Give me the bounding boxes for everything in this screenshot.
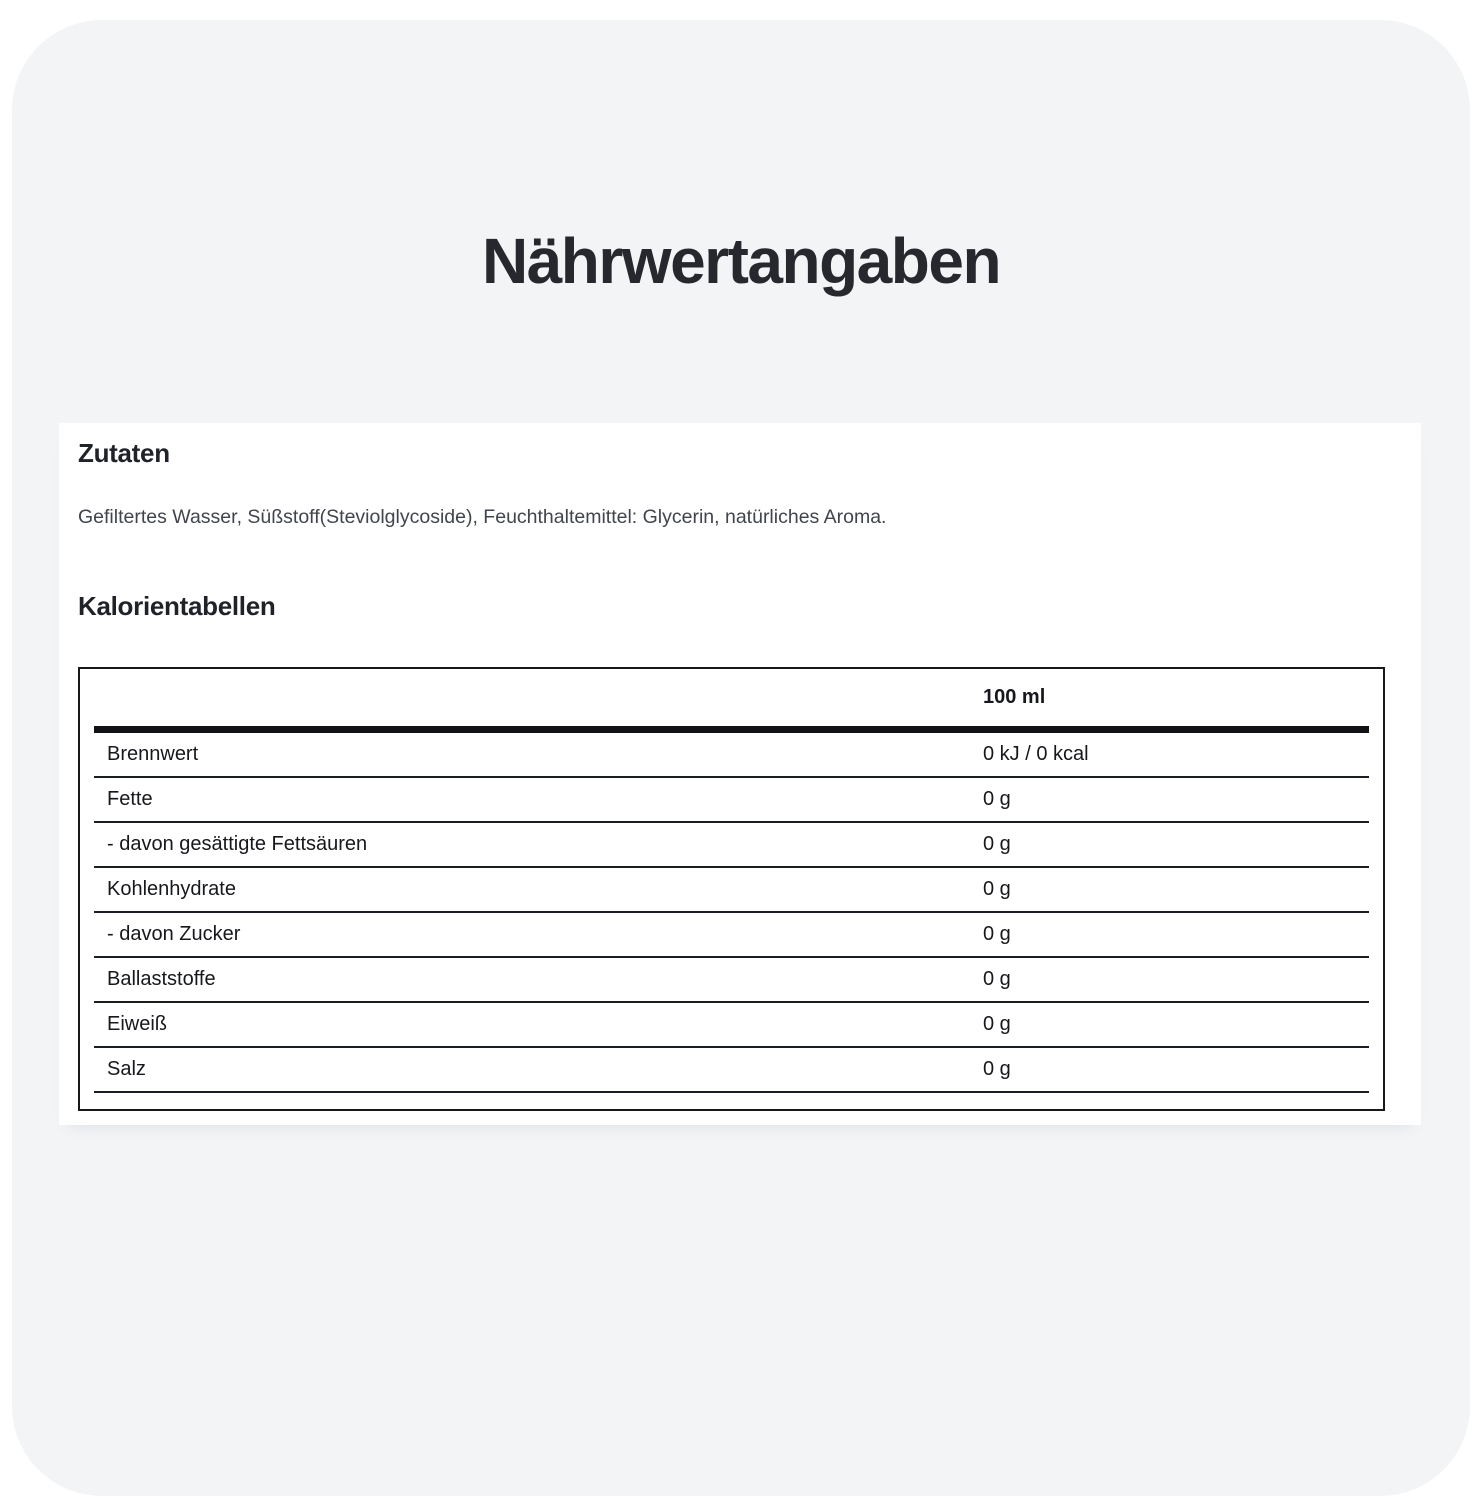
row-value: 0 g xyxy=(983,1058,1011,1080)
row-label: - davon Zucker xyxy=(107,923,241,945)
table-row xyxy=(94,1048,1369,1093)
nutrition-panel xyxy=(59,423,1421,1125)
column-header-100ml: 100 ml xyxy=(983,686,1046,708)
row-value: 0 g xyxy=(983,833,1011,855)
row-label: Eiweiß xyxy=(107,1013,168,1035)
row-value: 0 g xyxy=(983,1013,1011,1035)
row-label: Kohlenhydrate xyxy=(107,878,236,900)
page-title: Nährwertangaben xyxy=(481,225,1001,297)
row-value: 0 kJ / 0 kcal xyxy=(983,743,1089,765)
table-row xyxy=(94,733,1369,778)
table-bottom-spacer xyxy=(80,1093,1383,1109)
ingredients-text: Gefiltertes Wasser, Süßstoff(Steviolglycoside), Feuchthaltemittel: Glycerin, natürliches Aroma. xyxy=(78,506,887,528)
row-label: - davon gesättigte Fettsäuren xyxy=(107,833,368,855)
row-label: Ballaststoffe xyxy=(107,968,216,990)
row-value: 0 g xyxy=(983,968,1011,990)
table-row xyxy=(94,1003,1369,1048)
row-value: 0 g xyxy=(983,923,1011,945)
row-value: 0 g xyxy=(983,878,1011,900)
row-label: Fette xyxy=(107,788,153,810)
table-row xyxy=(94,823,1369,868)
calorie-table-heading: Kalorientabellen xyxy=(78,591,276,621)
table-row xyxy=(94,868,1369,913)
table-row xyxy=(94,913,1369,958)
table-header-row xyxy=(94,669,1369,726)
nutrition-table xyxy=(78,667,1385,1111)
row-label: Brennwert xyxy=(107,743,199,765)
ingredients-heading: Zutaten xyxy=(78,438,170,468)
row-label: Salz xyxy=(107,1058,146,1080)
table-row xyxy=(94,778,1369,823)
row-value: 0 g xyxy=(983,788,1011,810)
table-header-divider xyxy=(94,726,1369,733)
table-row xyxy=(94,958,1369,1003)
